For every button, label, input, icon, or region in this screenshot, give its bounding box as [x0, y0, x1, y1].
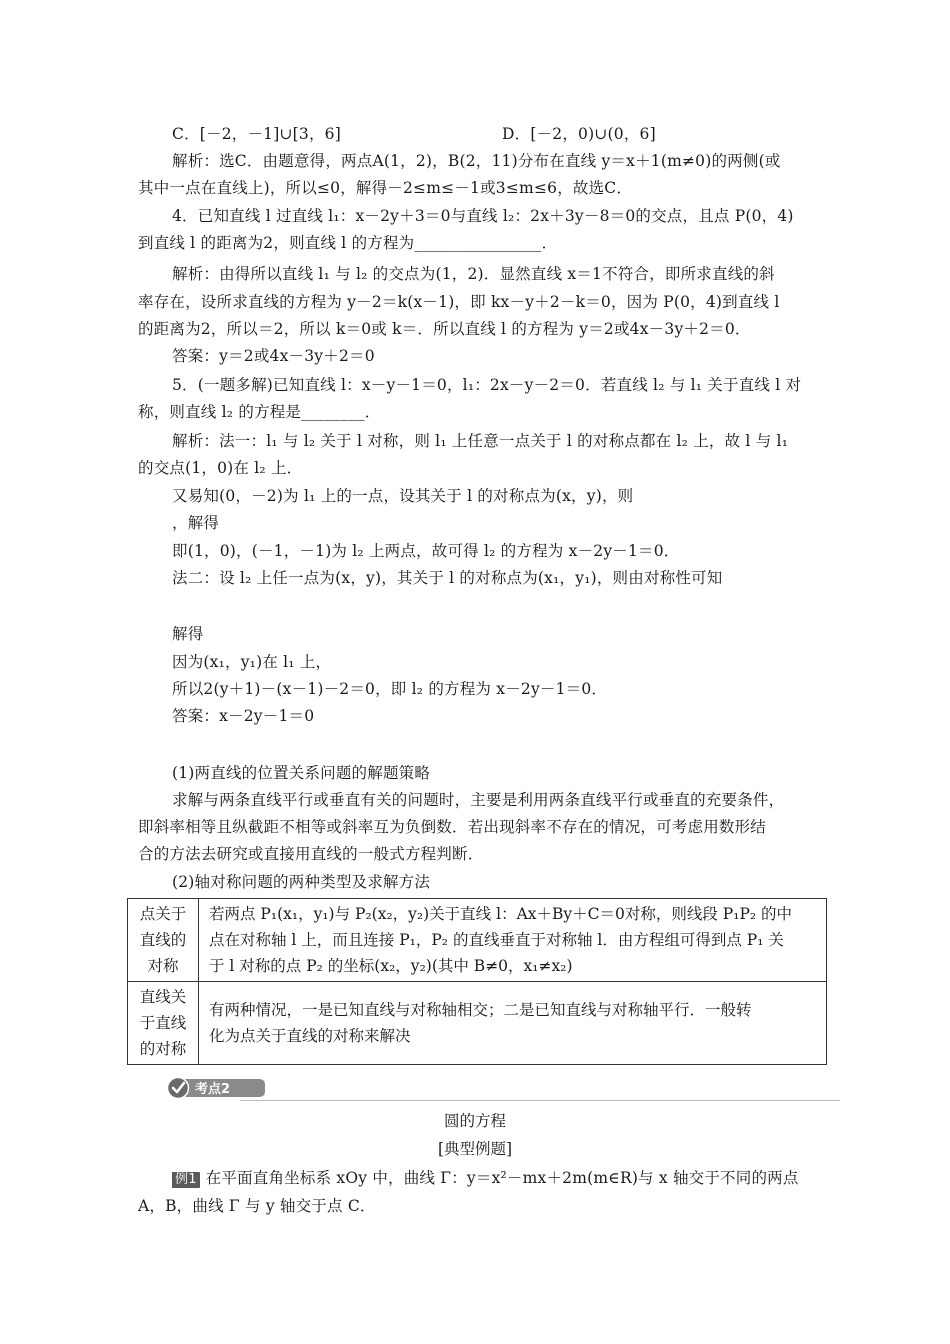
q5-stem-line: 5．(一题多解)已知直线 l：x－y－1＝0，l₁：2x－y－2＝0．若直线 l₂ 与 l₁ 关于直线 l 对: [172, 376, 802, 394]
q5-method2-line: 因为(x₁，y₁)在 l₁ 上，: [172, 653, 332, 671]
option-d: D．[－2，0)∪(0，6]: [502, 125, 656, 143]
q5-method1-line: 的交点(1，0)在 l₂ 上．: [138, 459, 303, 477]
section-badge: [167, 1077, 267, 1099]
section-title: 圆的方程: [443, 1112, 506, 1130]
example-text: 在平面直角坐标系 xOy 中，曲线 Γ：y＝x²－mx＋2m(m∈R)与 x 轴交于不同的两点: [205, 1169, 799, 1187]
q3-analysis-line: 解析：选C．由题意得，两点A(1，2)，B(2，11)分布在直线 y＝x＋1(m≠0)的两侧(或: [172, 152, 781, 170]
table-body-line: 化为点关于直线的对称来解决: [209, 1027, 411, 1045]
example-tag: 例1: [172, 1172, 200, 1188]
q5-answer: 答案：x－2y－1＝0: [172, 707, 315, 725]
q4-analysis-line: 的距离为2，所以＝2，所以 k＝0或 k＝．所以直线 l 的方程为 y＝2或4x－3y＋2＝0．: [138, 320, 751, 338]
table-row-body: [199, 899, 827, 982]
symmetry-table: [127, 898, 827, 1065]
q5-method2-line: 解得: [172, 625, 204, 643]
q5-method1-line: ，解得: [172, 514, 220, 532]
table-body-line: 若两点 P₁(x₁，y₁)与 P₂(x₂，y₂)关于直线 l：Ax＋By＋C＝0对称，则线段 P₁P₂ 的中: [209, 905, 793, 923]
table-body-line: 点在对称轴 l 上，而且连接 P₁，P₂ 的直线垂直于对称轴 l．由方程组可得到点 P₁ 关: [209, 931, 784, 949]
table-body-line: 有两种情况，一是已知直线与对称轴相交；二是已知直线与对称轴平行．一般转: [209, 1001, 752, 1019]
table-row: [128, 982, 827, 1065]
table-row-body: [199, 982, 827, 1065]
table-head-line: 于直线: [139, 1014, 187, 1032]
q4-answer: 答案：y＝2或4x－3y＋2＝0: [172, 347, 375, 365]
badge-label: 考点2: [195, 1082, 231, 1097]
q5-method1-line: 又易知(0，－2)为 l₁ 上的一点，设其关于 l 的对称点为(x，y)，则: [172, 487, 634, 505]
q4-analysis-line: 率存在，设所求直线的方程为 y－2＝k(x－1)，即 kx－y＋2－k＝0，因为 P(0，4)到直线 l: [138, 293, 780, 311]
example-line: A，B，曲线 Γ 与 y 轴交于点 C．: [138, 1197, 376, 1215]
example-line: [172, 1168, 799, 1188]
q4-stem-line: 4．已知直线 l 过直线 l₁：x－2y＋3＝0与直线 l₂：2x＋3y－8＝0的交点，且点 P(0，4): [172, 207, 794, 225]
option-c: C．[－2，－1]∪[3，6]: [172, 125, 341, 143]
table-head-line: 直线的: [139, 931, 187, 949]
q5-method1-line: 即(1，0)，(－1，－1)为 l₂ 上两点，故可得 l₂ 的方程为 x－2y－1＝0．: [172, 542, 680, 560]
q4-stem-line: 到直线 l 的距离为2，则直线 l 的方程为________________．: [138, 234, 558, 252]
section-divider: [240, 1100, 840, 1101]
q5-method2-line: 法二：设 l₂ 上任一点为(x，y)，其关于 l 的对称点为(x₁，y₁)，则由对称性可知: [172, 569, 723, 587]
summary-line: 即斜率相等且纵截距不相等或斜率互为负倒数．若出现斜率不存在的情况，可考虑用数形结: [138, 818, 767, 836]
table-head-line: 的对称: [139, 1040, 187, 1058]
q5-stem-line: 称，则直线 l₂ 的方程是________．: [138, 403, 381, 421]
table-row: [128, 899, 827, 982]
section-subtitle: [典型例题]: [437, 1140, 513, 1158]
q5-method2-line: 所以2(y＋1)－(x－1)－2＝0，即 l₂ 的方程为 x－2y－1＝0．: [172, 680, 608, 698]
table-row-head: [128, 899, 199, 982]
summary-line: 合的方法去研究或直接用直线的一般式方程判断．: [138, 845, 484, 863]
check-circle-icon: [168, 1078, 189, 1099]
table-head-line: 直线关: [139, 988, 187, 1006]
summary-line: 求解与两条直线平行或垂直有关的问题时，主要是利用两条直线平行或垂直的充要条件，: [172, 791, 785, 809]
q3-analysis-line: 其中一点在直线上)，所以≤0，解得－2≤m≤－1或3≤m≤6，故选C．: [138, 179, 633, 197]
table-body-line: 于 l 对称的点 P₂ 的坐标(x₂，y₂)(其中 B≠0，x₁≠x₂): [209, 957, 573, 975]
table-head-line: 点关于: [139, 905, 187, 923]
summary-title: (2)轴对称问题的两种类型及求解方法: [172, 873, 431, 891]
q5-method1-line: 解析：法一：l₁ 与 l₂ 关于 l 对称，则 l₁ 上任意一点关于 l 的对称点都在 l₂ 上，故 l 与 l₁: [172, 432, 789, 450]
table-head-line: 对称: [147, 957, 179, 975]
q4-analysis-line: 解析：由得所以直线 l₁ 与 l₂ 的交点为(1，2)．显然直线 x＝1不符合，即所求直线的斜: [172, 265, 775, 283]
summary-title: (1)两直线的位置关系问题的解题策略: [172, 764, 431, 782]
table-row-head: [128, 982, 199, 1065]
